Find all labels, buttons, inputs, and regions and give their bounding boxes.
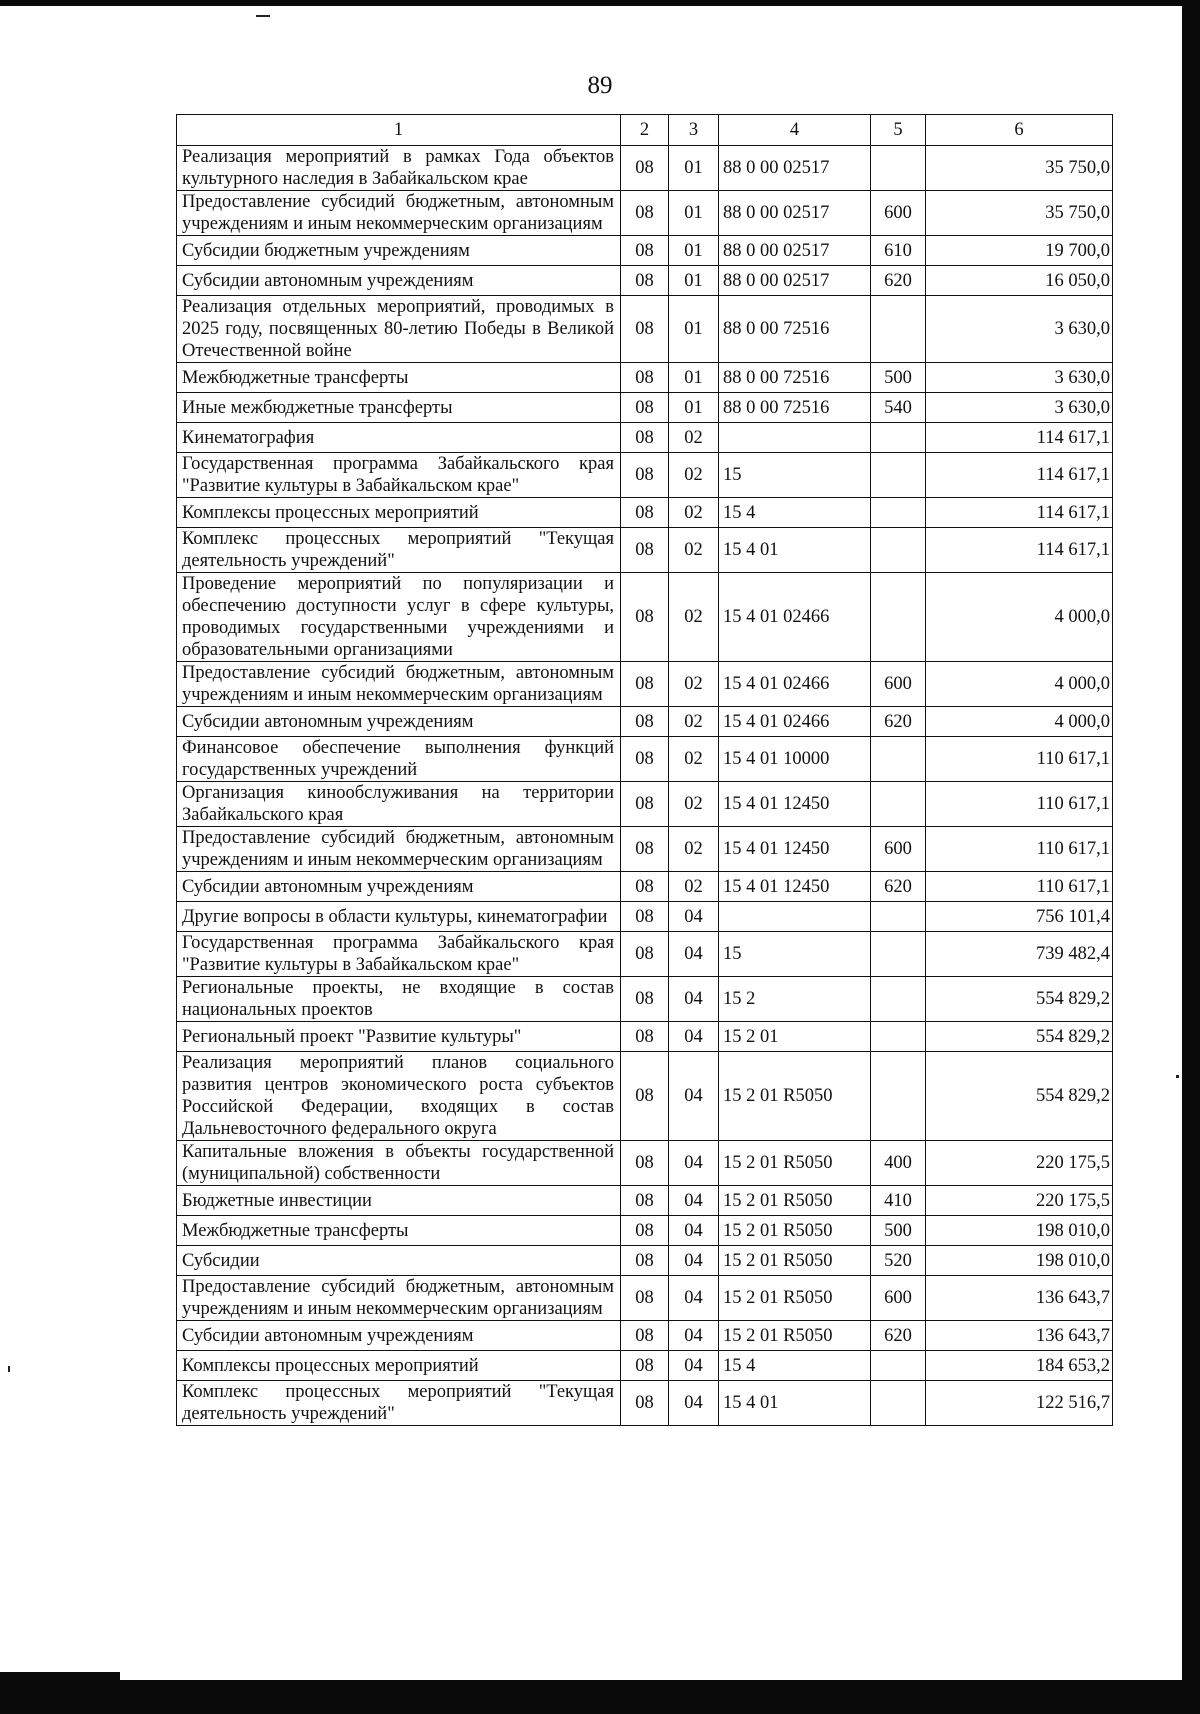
cell-subsection: 04 [669, 1246, 719, 1276]
cell-section: 08 [621, 1246, 669, 1276]
column-header: 1 [177, 115, 621, 146]
cell-target-article: 15 4 01 [719, 528, 871, 573]
cell-amount: 3 630,0 [926, 363, 1113, 393]
cell-section: 08 [621, 393, 669, 423]
cell-subsection: 04 [669, 1141, 719, 1186]
cell-section: 08 [621, 573, 669, 662]
cell-target-article: 15 [719, 932, 871, 977]
table-row [177, 932, 1113, 977]
table-row [177, 1276, 1113, 1321]
cell-target-article: 88 0 00 72516 [719, 393, 871, 423]
table-row [177, 423, 1113, 453]
cell-amount: 136 643,7 [926, 1321, 1113, 1351]
cell-target-article: 15 4 [719, 1351, 871, 1381]
table-row [177, 146, 1113, 191]
table-row [177, 528, 1113, 573]
cell-expense-type [871, 1351, 926, 1381]
cell-expense-type [871, 573, 926, 662]
cell-name: Комплекс процессных мероприятий "Текущая деятельность учреждений" [177, 1381, 621, 1426]
table-row [177, 573, 1113, 662]
cell-subsection: 02 [669, 662, 719, 707]
cell-target-article: 15 2 01 [719, 1022, 871, 1052]
cell-section: 08 [621, 977, 669, 1022]
table-row [177, 1022, 1113, 1052]
cell-section: 08 [621, 902, 669, 932]
table-header-row [177, 115, 1113, 146]
cell-target-article: 15 2 [719, 977, 871, 1022]
cell-amount: 4 000,0 [926, 573, 1113, 662]
cell-name: Комплексы процессных мероприятий [177, 1351, 621, 1381]
cell-section: 08 [621, 1321, 669, 1351]
cell-section: 08 [621, 737, 669, 782]
cell-section: 08 [621, 1052, 669, 1141]
table-row [177, 363, 1113, 393]
cell-name: Государственная программа Забайкальского края "Развитие культуры в Забайкальском крае" [177, 453, 621, 498]
table-row [177, 453, 1113, 498]
cell-section: 08 [621, 1022, 669, 1052]
cell-name: Субсидии [177, 1246, 621, 1276]
cell-subsection: 02 [669, 498, 719, 528]
cell-expense-type [871, 902, 926, 932]
cell-subsection: 01 [669, 191, 719, 236]
cell-expense-type: 610 [871, 236, 926, 266]
cell-expense-type [871, 1022, 926, 1052]
cell-expense-type: 620 [871, 707, 926, 737]
cell-target-article: 15 2 01 R5050 [719, 1276, 871, 1321]
cell-subsection: 02 [669, 707, 719, 737]
cell-name: Бюджетные инвестиции [177, 1186, 621, 1216]
cell-subsection: 02 [669, 423, 719, 453]
table-row [177, 393, 1113, 423]
cell-subsection: 04 [669, 902, 719, 932]
cell-section: 08 [621, 498, 669, 528]
table-row [177, 266, 1113, 296]
cell-amount: 3 630,0 [926, 393, 1113, 423]
cell-expense-type: 410 [871, 1186, 926, 1216]
cell-name: Реализация мероприятий в рамках Года объектов культурного наследия в Забайкальском крае [177, 146, 621, 191]
cell-subsection: 01 [669, 146, 719, 191]
cell-name: Реализация отдельных мероприятий, проводимых в 2025 году, посвященных 80-летию Победы в Великой Отечественной войне [177, 296, 621, 363]
cell-target-article: 88 0 00 02517 [719, 266, 871, 296]
cell-amount: 554 829,2 [926, 1022, 1113, 1052]
cell-amount: 554 829,2 [926, 1052, 1113, 1141]
cell-name: Субсидии автономным учреждениям [177, 707, 621, 737]
cell-expense-type: 620 [871, 872, 926, 902]
cell-target-article: 15 4 01 12450 [719, 872, 871, 902]
cell-name: Финансовое обеспечение выполнения функций государственных учреждений [177, 737, 621, 782]
cell-amount: 739 482,4 [926, 932, 1113, 977]
cell-name: Региональный проект "Развитие культуры" [177, 1022, 621, 1052]
table-row [177, 827, 1113, 872]
cell-name: Субсидии автономным учреждениям [177, 266, 621, 296]
cell-target-article: 15 4 01 02466 [719, 573, 871, 662]
cell-section: 08 [621, 236, 669, 266]
cell-amount: 114 617,1 [926, 453, 1113, 498]
table-row [177, 1141, 1113, 1186]
page-number: 89 [587, 72, 613, 99]
cell-target-article: 88 0 00 02517 [719, 146, 871, 191]
scan-speck [1176, 1075, 1179, 1078]
table-row [177, 236, 1113, 266]
cell-section: 08 [621, 146, 669, 191]
table-row [177, 1186, 1113, 1216]
table-row [177, 707, 1113, 737]
table-row [177, 902, 1113, 932]
cell-section: 08 [621, 1186, 669, 1216]
cell-section: 08 [621, 266, 669, 296]
cell-section: 08 [621, 528, 669, 573]
cell-section: 08 [621, 1351, 669, 1381]
cell-name: Государственная программа Забайкальского края "Развитие культуры в Забайкальском крае" [177, 932, 621, 977]
cell-name: Межбюджетные трансферты [177, 363, 621, 393]
cell-subsection: 02 [669, 573, 719, 662]
cell-target-article: 15 4 [719, 498, 871, 528]
cell-expense-type [871, 782, 926, 827]
cell-target-article: 15 4 01 12450 [719, 827, 871, 872]
table-row [177, 737, 1113, 782]
cell-subsection: 01 [669, 363, 719, 393]
cell-expense-type [871, 932, 926, 977]
cell-section: 08 [621, 1216, 669, 1246]
cell-amount: 114 617,1 [926, 498, 1113, 528]
cell-amount: 220 175,5 [926, 1186, 1113, 1216]
cell-subsection: 02 [669, 872, 719, 902]
cell-section: 08 [621, 363, 669, 393]
cell-target-article: 88 0 00 72516 [719, 296, 871, 363]
cell-target-article: 15 2 01 R5050 [719, 1321, 871, 1351]
cell-amount: 110 617,1 [926, 737, 1113, 782]
cell-target-article: 88 0 00 02517 [719, 236, 871, 266]
cell-amount: 198 010,0 [926, 1246, 1113, 1276]
cell-name: Капитальные вложения в объекты государственной (муниципальной) собственности [177, 1141, 621, 1186]
cell-expense-type [871, 1052, 926, 1141]
cell-name: Предоставление субсидий бюджетным, автономным учреждениям и иным некоммерческим организациям [177, 191, 621, 236]
cell-name: Реализация мероприятий планов социального развития центров экономического роста субъектов Российской Федерации, входящих в состав Дальневосточного федерального округа [177, 1052, 621, 1141]
cell-expense-type [871, 737, 926, 782]
table-body [177, 146, 1113, 1426]
cell-subsection: 02 [669, 827, 719, 872]
cell-subsection: 04 [669, 932, 719, 977]
table-row [177, 1351, 1113, 1381]
cell-expense-type: 500 [871, 1216, 926, 1246]
cell-subsection: 01 [669, 266, 719, 296]
cell-section: 08 [621, 1276, 669, 1321]
cell-amount: 4 000,0 [926, 707, 1113, 737]
cell-subsection: 02 [669, 528, 719, 573]
cell-amount: 35 750,0 [926, 191, 1113, 236]
table-row [177, 498, 1113, 528]
cell-target-article: 15 4 01 10000 [719, 737, 871, 782]
cell-subsection: 04 [669, 1052, 719, 1141]
cell-section: 08 [621, 827, 669, 872]
cell-amount: 220 175,5 [926, 1141, 1113, 1186]
cell-expense-type [871, 498, 926, 528]
cell-amount: 110 617,1 [926, 872, 1113, 902]
cell-target-article: 15 4 01 12450 [719, 782, 871, 827]
cell-amount: 19 700,0 [926, 236, 1113, 266]
cell-section: 08 [621, 782, 669, 827]
cell-name: Субсидии автономным учреждениям [177, 872, 621, 902]
table-row [177, 1216, 1113, 1246]
cell-subsection: 01 [669, 296, 719, 363]
cell-expense-type: 540 [871, 393, 926, 423]
table-row [177, 1321, 1113, 1351]
cell-name: Организация кинообслуживания на территории Забайкальского края [177, 782, 621, 827]
cell-section: 08 [621, 1381, 669, 1426]
cell-expense-type [871, 528, 926, 573]
cell-target-article: 15 4 01 02466 [719, 662, 871, 707]
cell-subsection: 04 [669, 1381, 719, 1426]
column-header: 2 [621, 115, 669, 146]
cell-subsection: 04 [669, 1276, 719, 1321]
cell-subsection: 04 [669, 1022, 719, 1052]
cell-subsection: 01 [669, 393, 719, 423]
cell-expense-type: 620 [871, 1321, 926, 1351]
scan-border-top [0, 0, 1200, 6]
cell-name: Другие вопросы в области культуры, кинематографии [177, 902, 621, 932]
budget-table [176, 114, 1113, 1426]
cell-subsection: 04 [669, 977, 719, 1022]
cell-target-article: 88 0 00 72516 [719, 363, 871, 393]
scan-border-right [1182, 0, 1200, 1714]
cell-expense-type: 400 [871, 1141, 926, 1186]
cell-subsection: 02 [669, 453, 719, 498]
cell-expense-type: 600 [871, 662, 926, 707]
cell-expense-type [871, 977, 926, 1022]
cell-target-article: 15 2 01 R5050 [719, 1186, 871, 1216]
cell-expense-type: 500 [871, 363, 926, 393]
cell-name: Проведение мероприятий по популяризации и обеспечению доступности услуг в сфере культуры, проводимых государственными учреждениями и образовательными организациями [177, 573, 621, 662]
cell-amount: 35 750,0 [926, 146, 1113, 191]
column-header: 4 [719, 115, 871, 146]
cell-amount: 110 617,1 [926, 782, 1113, 827]
cell-name: Межбюджетные трансферты [177, 1216, 621, 1246]
cell-expense-type: 600 [871, 191, 926, 236]
cell-section: 08 [621, 872, 669, 902]
table-row [177, 296, 1113, 363]
scan-border-bottom-left [0, 1672, 120, 1682]
cell-subsection: 02 [669, 737, 719, 782]
cell-expense-type [871, 453, 926, 498]
cell-name: Предоставление субсидий бюджетным, автономным учреждениям и иным некоммерческим организациям [177, 662, 621, 707]
cell-amount: 3 630,0 [926, 296, 1113, 363]
cell-section: 08 [621, 423, 669, 453]
cell-expense-type [871, 423, 926, 453]
cell-amount: 136 643,7 [926, 1276, 1113, 1321]
cell-subsection: 04 [669, 1321, 719, 1351]
cell-target-article: 88 0 00 02517 [719, 191, 871, 236]
cell-amount: 114 617,1 [926, 423, 1113, 453]
scan-speck [256, 15, 270, 17]
table-row [177, 1381, 1113, 1426]
cell-name: Предоставление субсидий бюджетным, автономным учреждениям и иным некоммерческим организациям [177, 1276, 621, 1321]
cell-expense-type: 600 [871, 1276, 926, 1321]
cell-amount: 114 617,1 [926, 528, 1113, 573]
cell-subsection: 02 [669, 782, 719, 827]
cell-section: 08 [621, 932, 669, 977]
cell-amount: 198 010,0 [926, 1216, 1113, 1246]
cell-section: 08 [621, 662, 669, 707]
cell-target-article [719, 423, 871, 453]
cell-expense-type [871, 296, 926, 363]
cell-subsection: 04 [669, 1351, 719, 1381]
cell-target-article: 15 2 01 R5050 [719, 1052, 871, 1141]
cell-amount: 16 050,0 [926, 266, 1113, 296]
cell-amount: 184 653,2 [926, 1351, 1113, 1381]
cell-amount: 110 617,1 [926, 827, 1113, 872]
table-row [177, 872, 1113, 902]
scan-speck [8, 1366, 10, 1372]
cell-section: 08 [621, 191, 669, 236]
cell-section: 08 [621, 707, 669, 737]
cell-name: Региональные проекты, не входящие в состав национальных проектов [177, 977, 621, 1022]
cell-target-article: 15 2 01 R5050 [719, 1246, 871, 1276]
cell-target-article [719, 902, 871, 932]
cell-subsection: 01 [669, 236, 719, 266]
table-row [177, 782, 1113, 827]
cell-expense-type [871, 146, 926, 191]
cell-name: Иные межбюджетные трансферты [177, 393, 621, 423]
cell-expense-type: 620 [871, 266, 926, 296]
column-header: 5 [871, 115, 926, 146]
column-header: 3 [669, 115, 719, 146]
cell-target-article: 15 4 01 02466 [719, 707, 871, 737]
cell-amount: 554 829,2 [926, 977, 1113, 1022]
table-row [177, 1246, 1113, 1276]
cell-expense-type: 520 [871, 1246, 926, 1276]
cell-target-article: 15 4 01 [719, 1381, 871, 1426]
cell-name: Комплекс процессных мероприятий "Текущая деятельность учреждений" [177, 528, 621, 573]
cell-subsection: 04 [669, 1216, 719, 1246]
cell-name: Субсидии автономным учреждениям [177, 1321, 621, 1351]
cell-target-article: 15 2 01 R5050 [719, 1216, 871, 1246]
cell-name: Комплексы процессных мероприятий [177, 498, 621, 528]
table-row [177, 1052, 1113, 1141]
cell-amount: 122 516,7 [926, 1381, 1113, 1426]
cell-amount: 4 000,0 [926, 662, 1113, 707]
cell-target-article: 15 2 01 R5050 [719, 1141, 871, 1186]
cell-name: Предоставление субсидий бюджетным, автономным учреждениям и иным некоммерческим организациям [177, 827, 621, 872]
column-header: 6 [926, 115, 1113, 146]
table-row [177, 662, 1113, 707]
cell-target-article: 15 [719, 453, 871, 498]
cell-section: 08 [621, 1141, 669, 1186]
cell-section: 08 [621, 453, 669, 498]
table-row [177, 977, 1113, 1022]
cell-expense-type: 600 [871, 827, 926, 872]
cell-name: Кинематография [177, 423, 621, 453]
cell-expense-type [871, 1381, 926, 1426]
table-row [177, 191, 1113, 236]
cell-name: Субсидии бюджетным учреждениям [177, 236, 621, 266]
cell-amount: 756 101,4 [926, 902, 1113, 932]
scan-border-bottom [0, 1680, 1200, 1714]
cell-subsection: 04 [669, 1186, 719, 1216]
cell-section: 08 [621, 296, 669, 363]
